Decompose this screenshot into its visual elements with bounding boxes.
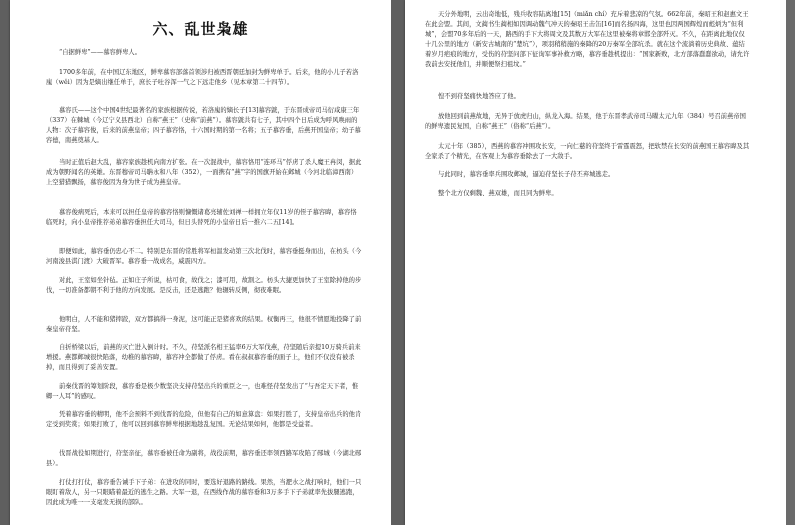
paragraph: “自据鲜卑”——慕容鲜卑人。 [59,49,142,56]
paragraph: 放他回到前燕故地，无异于放虎归山，纵龙入海。结果，他于东晋孝武帝司马曜太元九年（384）号召前燕帝国的鲜卑遗民复国，自称“燕王”（俗称“后燕”）。 [425,113,746,130]
paragraph: 他明白，人不能和猪摔跤，双方都搞得一身泥，这可能正是猪喜欢的结果。权衡再三，他很不情愿地投降了前秦皇帝苻坚。 [46,316,362,333]
paragraph: 对此，王室如坐针毡。正如庄子所说，枯可食，故伐之；漆可用，故割之。枋头大捷更加快了王室除掉他的步伐，一切准备都朝不利于他的方向发展。是反击，还是逃跑？他辗转反侧，彻夜难眠。 [46,277,362,294]
paragraph: 天分外地明，云出奇地低，残兵收容陆离地[15]（miǎn chí）充斥着悲凉的气氛。662年前，秦昭王和赵惠文王在此会盟。其间，文蔺书生蔺相如因调动魏气冲天的秦昭王击缶[16]而名扬四海，这里也因两国辉煌而彪炳为“但利城”，会盟70多年后的一天，路西的手下大将周文及其数万大军在这里被秦将章邯全部歼灭。不久，在距离此地仅仅十几公里的地方（新安古城南的“楚坑”），项羽稍稍施的秦降的20万秦军全部坑杀。就在这个流淌着历史典故、蕴结着岁月疤痕的地方，受伤的苻坚问部下征询军事补救方略，慕容垂趁机提出：“国家新败，北方部落蠢蠢欲动，请允许我前去安抚他们，并顺便祭扫祖坟。” [425,11,750,68]
chapter-title: 六、乱世枭雄 [152,20,249,38]
document-page-right [405,0,786,525]
paragraph: 凭着慕容垂的精明，他不会预料不到伐晋的危险，但他有自己的如意算盘：如果打胜了，支持皇帝出兵的他肯定受到奖赏；如果打败了，他可以回到慕容鲜卑根据地趁乱复国。无论结果如何，他都是受益者。 [46,411,362,428]
paragraph: 自折桥梁以后，前燕的灭亡进入倒计时。不久，苻坚派名相王猛率6万大军伐燕，苻坚随后亲提10万骑兵前来增援。燕都邺城很快陷落，幼稚的慕容暐，慕容冲全都做了俘虏。看在叔叔慕容垂的面子上，他们不仅没有被杀掉，而且得到了妥善安置。 [46,344,361,371]
paragraph: 1700多年前，在中国辽东地区，鲜卑慕容部落首领涉归被西晋朝廷加封为鲜卑单于。后来，他的小儿子若洛廆（wěi）因为是嫡出继任单于，庶长子吐谷浑一气之下远走他乡（见本章第二十四节）。 [46,69,359,86]
paragraph: 惶不到苻坚痛快地答应了他。 [438,93,520,100]
page-gap [391,0,405,525]
paragraph: 当时正值后赵大乱，慕容家族趁机向南方扩张。在一次混战中，慕容恪用“连环马”俘虏了杀人魔王冉闵，据此成为朝野闻名的英雄。东晋穆帝司马聃永和八年（352），一面携有“燕”字的国旗开始在邺城（今河北临漳西南）上空猎猎飘扬，慕容俊因为身为世子成为燕皇帝。 [46,159,362,186]
paragraph: 即便如此，慕容垂仍忠心不二。特别是东晋的常胜将军桓温发动第三次北伐时，慕容垂挺身而出，在枋头（今河南浚县淇门渡）大破晋军。慕容垂一战成名，威震四方。 [46,248,362,265]
paragraph: 伐晋战役如期进行，苻坚亲征，慕容垂被任命为副将，战役前期，慕容垂还率领西路军攻陷了郧城（今湖北郧县）。 [46,450,362,467]
paragraph: 慕容俊病死后，本来可以担任皇帝的慕容恪则慷慨诸葛亮辅佐刘禅一样拥立年仅11岁的侄子慕容暐，慕容恪临死时，向小皇帝推荐弟弟慕容垂担任大司马，但日头替死的小皇帝日后一推六二五[14]。 [46,209,357,226]
document-page-left [10,0,391,525]
paragraph: 前秦伐晋的筹划阶段，慕容垂是极少数坚决支持苻坚出兵的重臣之一，也难怪苻坚发出了“与吾定天下者，惟卿一人耳”的感叹。 [46,383,359,400]
paragraph: 与此同时，慕容垂率兵围攻邺城，逼迫苻坚长子苻丕弃城逃走。 [438,171,615,178]
paragraph: 打仗打打仗，慕容垂告诫手下子弟：在进攻的同时，要选好退路的路线。果然，当淝水之战打响时，他们一只眼盯着敌人，另一只眼瞄着最近的逃生之路。大军一退，在西线作战的慕容垂和3万多手下子弟就率先拔腿逃跑，因此成为唯一一支毫发无损的部队。 [46,479,362,506]
paragraph: 慕容氏——这个中国4世纪最著名的家族根据传说，若洛廆的嫡长子[13]慕容皝，于东晋成帝司马衍咸康三年（337）在棘城（今辽宁义县西北）自称“燕王”（史称“前燕”）。慕容皝共有七子，其中四个日后成为呼风唤雨的人物：次子慕容俊，后来的前燕皇帝；四子慕容恪，十六国时期的第一名将；五子慕容垂，后燕开国皇帝；幼子慕容德，南燕奠基人。 [46,107,361,144]
viewer-scrollbar[interactable] [786,0,795,525]
paragraph: 太元十年（385），西燕的慕容冲围攻长安，一向仁慈的苻坚终于雷霆震怒，把软禁在长安的前燕国王慕容暐及其全家杀了个精光，在客观上为慕容垂除去了一大敌手。 [425,143,750,160]
paragraph: 整个北方仅剩魏、燕双雄，而且同为鲜卑。 [438,190,558,197]
